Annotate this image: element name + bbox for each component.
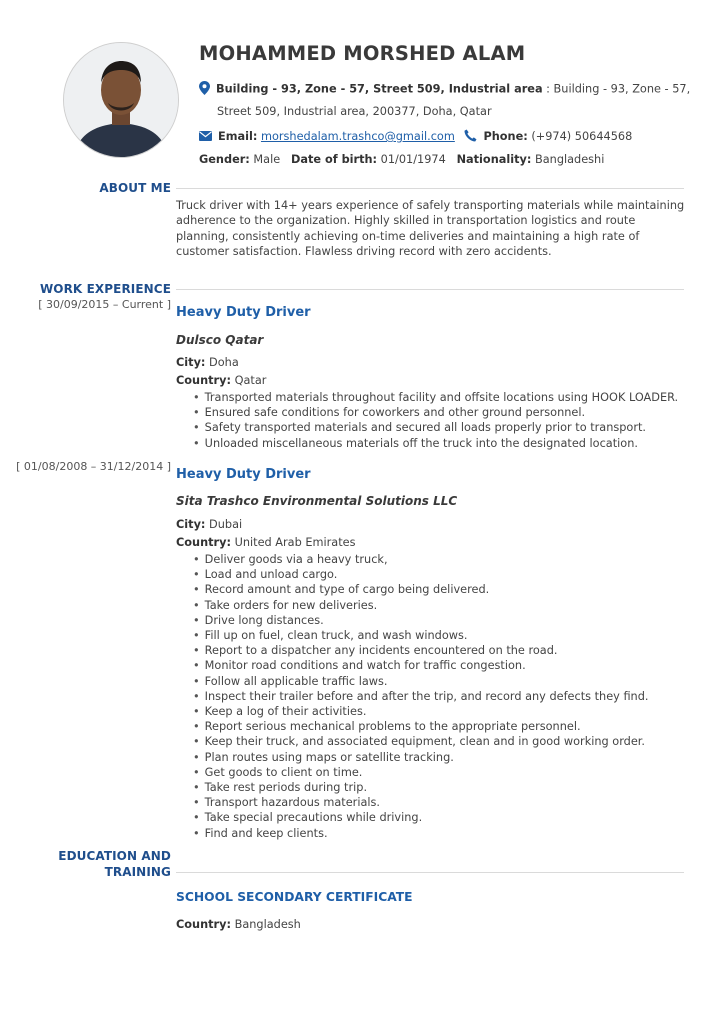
country-value: Qatar [234, 374, 267, 387]
location-pin-icon [199, 81, 210, 98]
duty-item: • Transported materials throughout facility and offsite locations using HOOK LOADER. [193, 390, 678, 405]
country-label: Country: [176, 374, 231, 387]
address-value-continued: Street 509, Industrial area, 200377, Doha, Qatar [217, 105, 492, 118]
education-degree: SCHOOL SECONDARY CERTIFICATE [176, 890, 413, 904]
work-divider [176, 289, 684, 290]
duty-item: • Unloaded miscellaneous materials off the truck into the designated location. [193, 436, 678, 451]
profile-photo [63, 42, 179, 158]
duty-item: • Inspect their trailer before and after the trip, and record any defects they find. [193, 689, 648, 704]
personal-details [199, 153, 604, 166]
email-label: Email: [218, 130, 258, 143]
duty-item: • Keep a log of their activities. [193, 704, 648, 719]
job-country [176, 374, 266, 387]
duty-item: • Report to a dispatcher any incidents encountered on the road. [193, 643, 648, 658]
education-section-title-line2: TRAINING [104, 865, 171, 879]
address-label: Building - 93, Zone - 57, Street 509, Industrial area [216, 82, 543, 96]
duty-item: • Report serious mechanical problems to the appropriate personnel. [193, 719, 648, 734]
email-link[interactable]: morshedalam.trashco@gmail.com [260, 130, 455, 143]
city-value: Doha [209, 356, 239, 369]
duty-item: • Deliver goods via a heavy truck, [193, 552, 648, 567]
job-title: Heavy Duty Driver [176, 305, 311, 320]
nationality-value: Bangladeshi [534, 153, 605, 166]
duty-item: • Get goods to client on time. [193, 765, 648, 780]
duty-item: • Find and keep clients. [193, 826, 648, 841]
job-duties-list [193, 552, 648, 841]
dob-value: 01/01/1974 [380, 153, 446, 166]
country-value: United Arab Emirates [234, 536, 356, 549]
duty-item: • Transport hazardous materials. [193, 795, 648, 810]
duty-item: • Ensured safe conditions for coworkers and other ground personnel. [193, 405, 678, 420]
contact-line [199, 129, 632, 145]
country-label: Country: [176, 536, 231, 549]
country-value: Bangladesh [234, 918, 301, 931]
duty-item: • Fill up on fuel, clean truck, and wash windows. [193, 628, 648, 643]
duty-item: • Record amount and type of cargo being delivered. [193, 582, 648, 597]
job-date: [ 01/08/2008 – 31/12/2014 ] [16, 460, 171, 473]
education-divider [176, 872, 684, 873]
job-company: Sita Trashco Environmental Solutions LLC [176, 494, 458, 508]
duty-item: • Take special precautions while driving. [193, 810, 648, 825]
duty-item: • Keep their truck, and associated equipment, clean and in good working order. [193, 734, 648, 749]
work-section-title: WORK EXPERIENCE [39, 282, 171, 296]
gender-label: Gender: [199, 153, 250, 166]
job-city [176, 518, 242, 531]
job-city [176, 356, 239, 369]
duty-item: • Safety transported materials and secured all loads properly prior to transport. [193, 420, 678, 435]
about-section-title: ABOUT ME [99, 181, 171, 195]
city-label: City: [176, 356, 206, 369]
duty-item: • Take orders for new deliveries. [193, 598, 648, 613]
address-value: : Building - 93, Zone - 57, [542, 82, 691, 96]
about-divider [176, 188, 684, 189]
phone-label: Phone: [483, 130, 528, 143]
phone-value: (+974) 50644568 [531, 130, 633, 143]
job-title: Heavy Duty Driver [176, 467, 311, 482]
dob-label: Date of birth: [290, 153, 378, 166]
education-country [176, 918, 301, 931]
duty-item: • Drive long distances. [193, 613, 648, 628]
education-section-title: EDUCATION AND [58, 849, 171, 863]
duty-item: • Monitor road conditions and watch for traffic congestion. [193, 658, 648, 673]
envelope-icon [199, 131, 212, 144]
nationality-label: Nationality: [456, 153, 532, 166]
about-text: Truck driver with 14+ years experience of safely transporting materials while maintaining adherence to the organization. Highly skilled in transportation logistics and route planning, consistently achieving on-time deliveries and maintaining a high rate of customer satisfaction. Flawless driving record with zero accidents. [176, 199, 685, 258]
city-label: City: [176, 518, 206, 531]
job-duties-list [193, 390, 678, 451]
phone-icon [464, 129, 477, 145]
job-company: Dulsco Qatar [176, 333, 264, 347]
gender-value: Male [253, 153, 281, 166]
job-country [176, 536, 355, 549]
job-date: [ 30/09/2015 – Current ] [38, 298, 171, 311]
address-line [199, 81, 690, 98]
duty-item: • Follow all applicable traffic laws. [193, 674, 648, 689]
country-label: Country: [176, 918, 231, 931]
duty-item: • Load and unload cargo. [193, 567, 648, 582]
candidate-name: MOHAMMED MORSHED ALAM [199, 42, 526, 65]
city-value: Dubai [209, 518, 243, 531]
duty-item: • Take rest periods during trip. [193, 780, 648, 795]
duty-item: • Plan routes using maps or satellite tracking. [193, 750, 648, 765]
